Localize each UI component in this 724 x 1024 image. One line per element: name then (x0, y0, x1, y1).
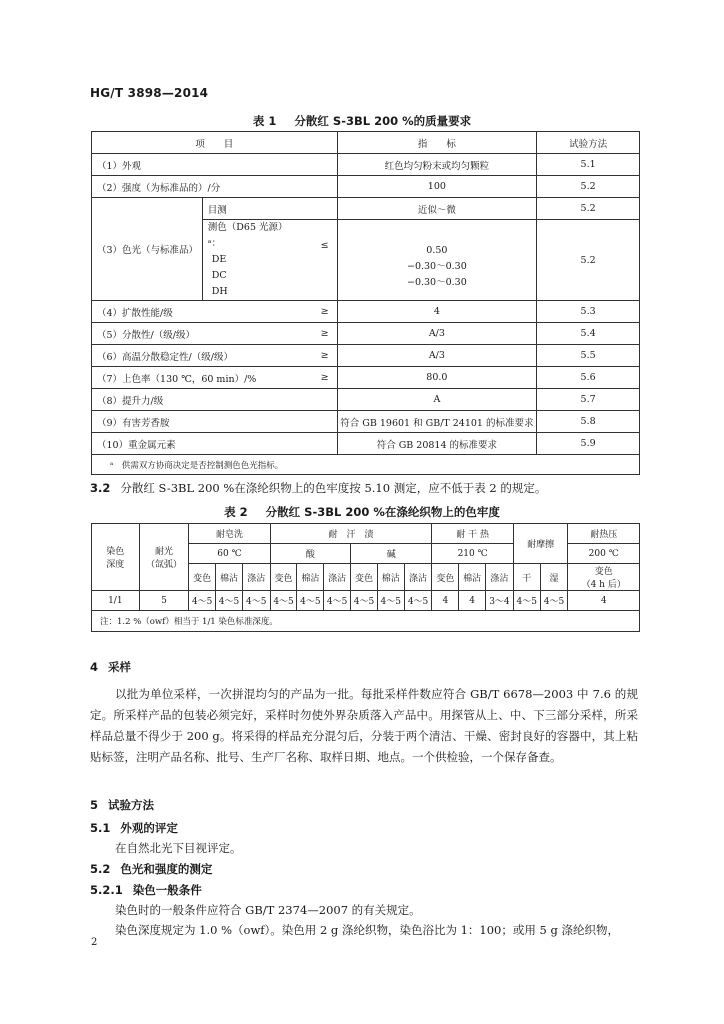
table-row: （7）上色率（130 ℃，60 min）/% ≥ 80.0 5.6 (92, 367, 640, 389)
table1-caption (0, 113, 724, 129)
table-row: （1）外观 红色均匀粉末或均匀颗粒 5.1 (92, 154, 640, 176)
table1-title: 分散红 S-3BL 200 %的质量要求 (294, 114, 472, 128)
table2-note-row (92, 611, 640, 632)
table-row: （6）高温分散稳定性/（级/级） ≥ A/3 5.5 (92, 345, 640, 367)
table1-footnote: ᵃ 供需双方协商决定是否控制测色色光指标。 (92, 455, 640, 475)
table2-header-row-2: 60 ℃ 酸 碱 210 ℃ 200 ℃ (92, 544, 640, 564)
section-5-1-text: 在自然北光下目视评定。 (115, 841, 242, 855)
color-fastness-table (91, 523, 640, 632)
paragraph-3-2: 3.2 分散红 S-3BL 200 %在涤纶织物上的色牢度按 5.10 测定，应不低于表 2 的规定。 (90, 481, 547, 495)
table-row: 测色（D65 光源）ᵃ： DE DC DH ≤ 0.50 −0.30～0.30 −0.30～0.30 5.2 (92, 220, 640, 301)
table-row: （3）色光（与标准品） 目测 近似～微 5.2 (92, 198, 640, 220)
section-5-2-1-line1: 染色时的一般条件应符合 GB/T 2374—2007 的有关规定。 (115, 903, 421, 917)
section-4-heading: 4 采样 (90, 660, 132, 674)
table1-number: 表 1 (252, 114, 277, 128)
table-row: （5）分散性/（级/级） ≥ A/3 5.4 (92, 323, 640, 345)
standard-code: HG/T 3898—2014 (90, 86, 209, 100)
table2-header-row-1: 染色 深度 耐光 （氙弧） 耐皂洗 耐 汗 渍 耐 干 热 耐摩擦 耐热压 (92, 524, 640, 544)
shade-label: （3）色光（与标准品） (92, 198, 203, 301)
table-row: （4）扩散性能/级 ≥ 4 5.3 (92, 301, 640, 323)
table2-header-row-3: 变色 棉沾 涤沾 变色 棉沾 涤沾 变色 棉沾 涤沾 变色 棉沾 涤沾 干 湿 变色 （4 h 后） (92, 564, 640, 591)
section-5-2-1-line2: 染色深度规定为 1.0 %（owf）。染色用 2 g 涤纶织物，染色浴比为 1：100；或用 5 g 涤纶织物， (115, 923, 620, 937)
table2-caption (0, 504, 724, 520)
quality-requirements-table (91, 131, 640, 475)
table-row: （10）重金属元素 符合 GB 20814 的标准要求 5.9 (92, 433, 640, 455)
section-4-text: 以批为单位采样，一次拼混均匀的产品为一批。每批采样件数应符合 GB/T 6678—2003 中 7.6 的规定。所采样产品的包装必须完好，采样时勿使外界杂质落入产品中。用探管从上、中、下三部分采样，所采样品总量不得少于 200 g。将采得的样品充分混匀后，分装于两个清洁、干燥、密封良好的容器中，其上粘贴标签，注明产品名称、批号、生产厂名称、取样日期、地点。一个供检验，一个保存备查。 (90, 687, 638, 764)
table1-header-row (92, 132, 640, 154)
table2-number: 表 2 (224, 505, 248, 519)
table2-note: 注：1.2 %（owf）相当于 1/1 染色标准深度。 (92, 611, 640, 632)
page-number: 2 (91, 937, 98, 948)
table-row: （2）强度（为标准品的）/分 100 5.2 (92, 176, 640, 198)
table1-footnote-row (92, 455, 640, 475)
header-spec: 指 标 (337, 132, 537, 154)
header-item: 项 目 (92, 132, 338, 154)
section-5-2-heading: 5.2 色光和强度的测定 (90, 862, 213, 876)
table-row: （8）提升力/级 A 5.7 (92, 389, 640, 411)
visual-label: 目测 (202, 198, 337, 220)
table2-title: 分散红 S-3BL 200 %在涤纶织物上的色牢度 (265, 505, 500, 519)
table-row: 1/1 5 4～5 4～5 4～5 4～5 4～5 4～5 4～5 4～5 4～5 4 4 3～4 4～5 4～5 4 (92, 591, 640, 611)
section-5-heading: 5 试验方法 (90, 798, 155, 812)
section-5-1-heading: 5.1 外观的评定 (90, 821, 178, 835)
header-method: 试验方法 (537, 132, 640, 154)
table-row: （9）有害芳香胺 符合 GB 19601 和 GB/T 24101 的标准要求 5.8 (92, 411, 640, 433)
section-5-2-1-heading: 5.2.1 染色一般条件 (90, 883, 202, 897)
